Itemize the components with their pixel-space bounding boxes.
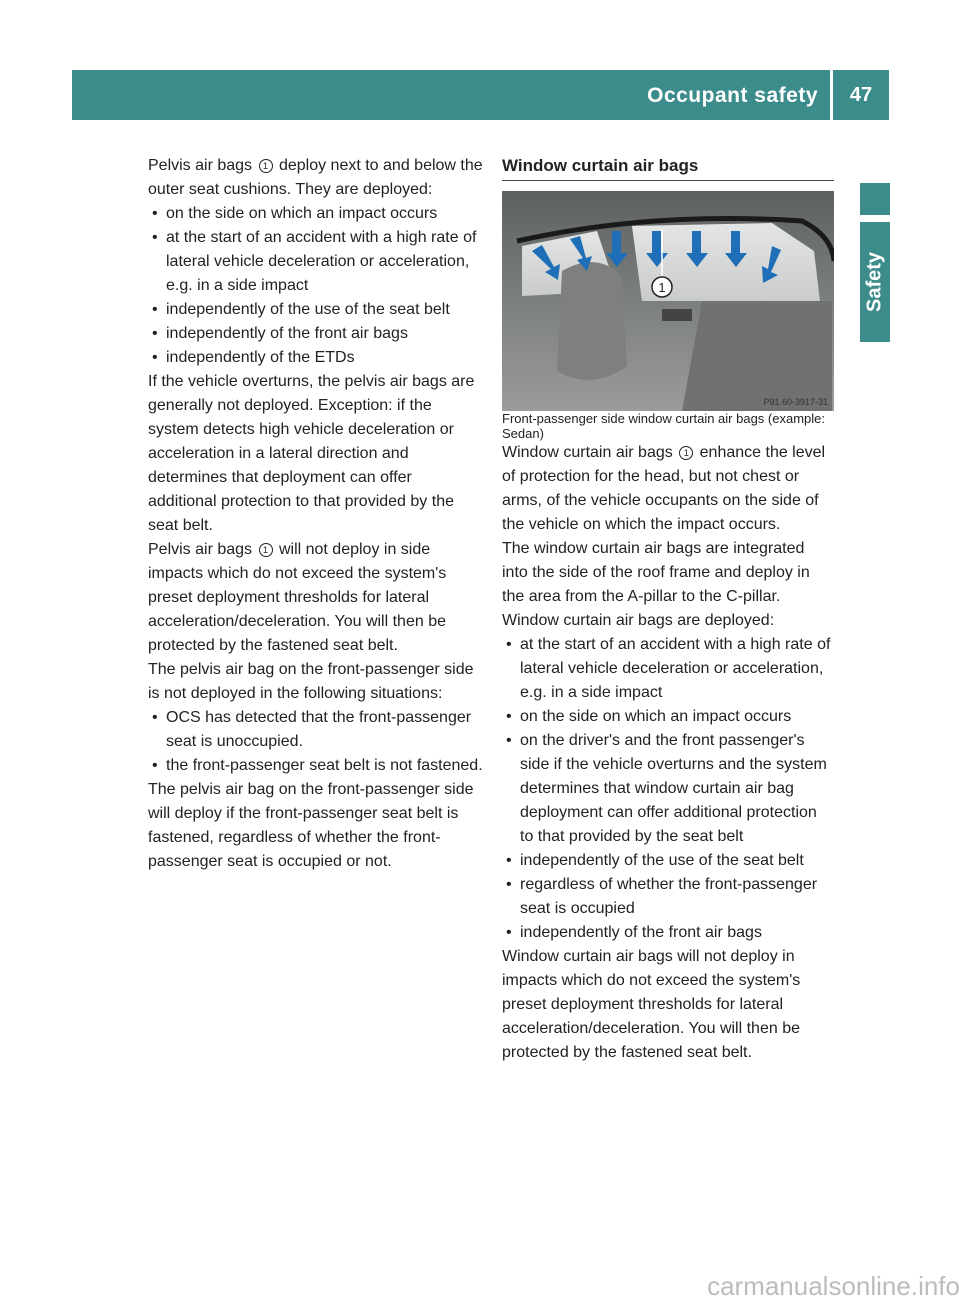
callout-1-label: 1: [658, 280, 666, 295]
passenger-paragraph: The pelvis air bag on the front-passenger side is not deployed in the following situations:: [148, 661, 474, 702]
callout-1-icon: 1: [259, 543, 273, 557]
overturn-paragraph: If the vehicle overturns, the pelvis air bags are generally not deployed. Exception: if the system detects high vehicle deceleration or acceleration in a lateral direction and determines that deployment can offer additional protection to that provided by the seat belt.: [148, 373, 475, 534]
header-bar: [72, 70, 830, 120]
right-column: [502, 154, 834, 1065]
list-item: • at the start of an accident with a high rate of lateral vehicle deceleration or acceleration, e.g. in a side impact: [148, 226, 484, 298]
integrated-paragraph: The window curtain air bags are integrated into the side of the roof frame and deploy in the area from the A-pillar to the C-pillar.: [502, 540, 810, 605]
closing-paragraph: The pelvis air bag on the front-passenger side will deploy if the front-passenger seat belt is fastened, regardless of whether the front-passenger seat is occupied or not.: [148, 781, 474, 870]
page-number: 47: [849, 84, 873, 106]
list-item: • independently of the use of the seat belt: [502, 849, 834, 873]
side-tab-label-wrap: [860, 222, 890, 342]
figure-code: P91.60-3917-31: [763, 397, 828, 407]
list-item: • OCS has detected that the front-passenger seat is unoccupied.: [148, 706, 484, 754]
no-deploy-paragraph: [148, 538, 484, 658]
car-interior-illustration: [502, 191, 834, 411]
no-deploy-text-b: will not deploy in side impacts which do not exceed the system's preset deployment thresholds for lateral acceleration/deceleration. You will then be protected by the fastened seat belt.: [148, 541, 447, 654]
passenger-list: [148, 706, 484, 778]
list-item: • on the side on which an impact occurs: [148, 202, 484, 226]
pelvis-deploy-list: [148, 202, 484, 370]
list-item: • on the side on which an impact occurs: [502, 705, 834, 729]
no-deploy-text-a: Pelvis air bags: [148, 541, 253, 558]
curtain-intro-text-b: enhance the level of protection for the head, but not chest or arms, of the vehicle occupants on the side of the vehicle on which the impact occurs.: [502, 444, 826, 533]
curtain-intro-text-a: Window curtain air bags: [502, 444, 673, 461]
list-item: • regardless of whether the front-passenger seat is occupied: [502, 873, 834, 921]
list-item: • the front-passenger seat belt is not fastened.: [148, 754, 484, 778]
section-heading: Window curtain air bags: [502, 154, 834, 181]
list-item: • on the driver's and the front passenger's side if the vehicle overturns and the system determines that window curtain air bag deployment can offer additional protection to that provided by the seat belt: [502, 729, 834, 849]
left-column: [148, 154, 484, 874]
list-item: • independently of the ETDs: [148, 346, 484, 370]
deployed-intro: Window curtain air bags are deployed:: [502, 612, 775, 629]
callout-1-icon: 1: [259, 159, 273, 173]
curtain-deploy-list: [502, 633, 834, 945]
side-tab-label: Safety: [863, 251, 886, 313]
callout-1-icon: 1: [679, 446, 693, 460]
list-item: • independently of the front air bags: [502, 921, 834, 945]
pelvis-intro-text-b: deploy next to and below the outer seat cushions. They are deployed:: [148, 157, 483, 198]
list-item: • at the start of an accident with a high rate of lateral vehicle deceleration or acceleration, e.g. in a side impact: [502, 633, 834, 705]
curtain-closing-paragraph: Window curtain air bags will not deploy in impacts which do not exceed the system's preset deployment thresholds for lateral acceleration/deceleration. You will then be protected by the fastened seat belt.: [502, 948, 801, 1061]
pelvis-intro-text-a: Pelvis air bags: [148, 157, 253, 174]
airbag-figure: [502, 191, 834, 411]
curtain-intro-paragraph: [502, 441, 834, 537]
side-marker-square: [860, 183, 890, 215]
headrest-seat: [557, 262, 627, 380]
watermark: carmanualsonline.info: [707, 1271, 960, 1301]
list-item: • independently of the front air bags: [148, 322, 484, 346]
door-panel: [682, 301, 832, 411]
list-item: • independently of the use of the seat belt: [148, 298, 484, 322]
figure-caption: Front-passenger side window curtain air bags (example: Sedan): [502, 411, 825, 441]
header-page-box: [833, 70, 889, 120]
door-handle: [662, 309, 692, 321]
pelvis-intro-paragraph: [148, 154, 484, 202]
header-title: Occupant safety: [647, 84, 818, 107]
